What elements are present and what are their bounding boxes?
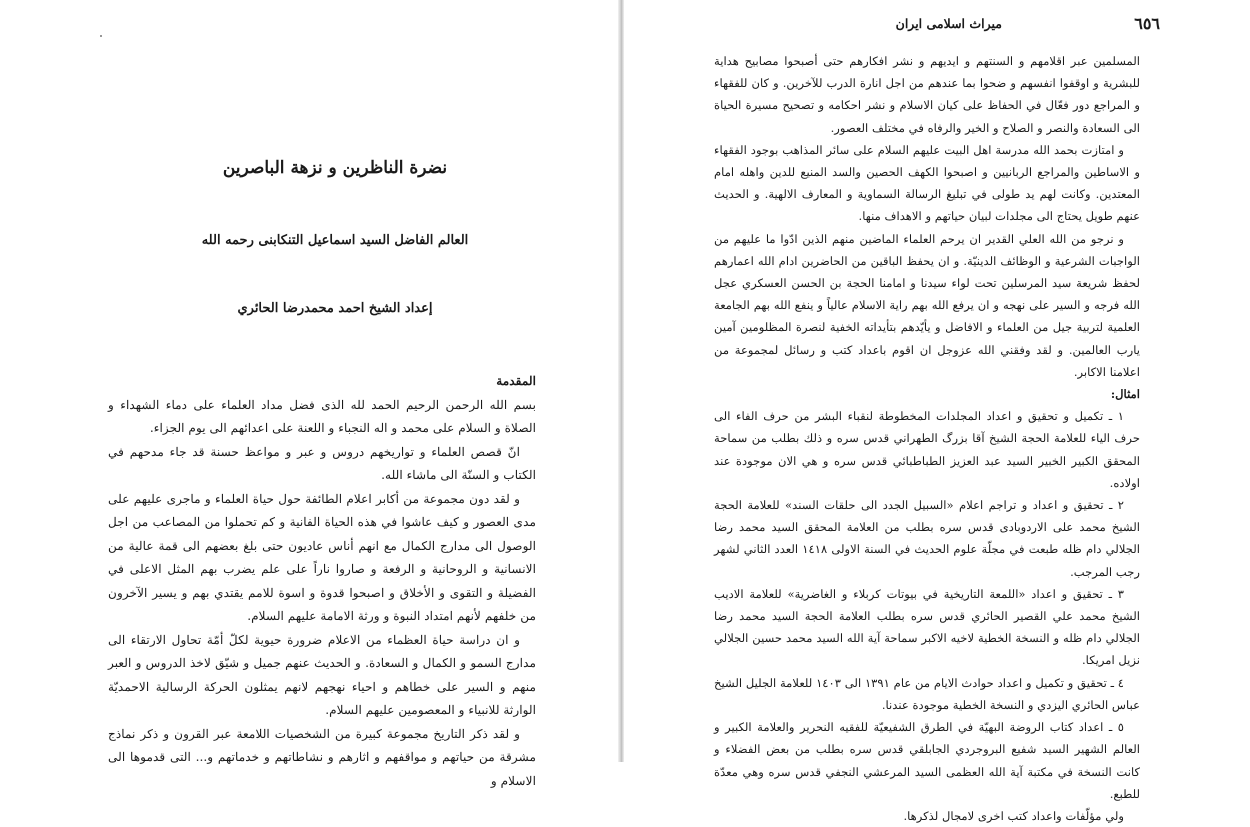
article-title: نضرة الناظرين و نزهة الباصرين <box>222 158 448 178</box>
section-heading: المقدمة <box>496 374 536 388</box>
left-body-text <box>108 370 536 793</box>
paragraph: و لقد دون مجموعة من أكابر اعلام الطائفة حول حياة العلماء و ماجرى عليهم على مدى العصور و كيف عاشوا في هذه الحياة الفانية و كم تحملوا من المصاعب من اجل الوصول الى مدارج الكمال مع انهم أناس عاديون حتى بلغ بعضهم الى قمة عالية من الانسانية و الروحانية و الرفعة و صاروا ناراً على علم يضرب بهم المثل الاعلى في الفضيلة و التقوى و الأخلاق و اصبحوا قدوة و اسوة للامم يقتدي بهم و يسير الآخرون من خلفهم لأنهم امتداد النبوة و ورثة الامامة عليهم السلام. <box>108 491 536 623</box>
paragraph: انّ قصص العلماء و تواريخهم دروس و عبر و مواعظ حسنة قد جاء مدحهم في الكتاب و السنّة الى ماشاء الله. <box>108 444 536 482</box>
list-item: ولي مؤلّفات واعداد كتب اخرى لامجال لذكرها. <box>903 808 1124 823</box>
list-item: ١ ـ تكميل و تحقيق و اعداد المجلدات المخطوطة لنقباء البشر من حرف الفاء الى حرف الياء للعلامة الحجة الشيخ آقا بزرگ الطهراني قدس سره و ذلك بطلب من سماحة المحقق الكبير الخبير السيد عبد العزيز الطباطبائي قدس سره و هي الان موجودة عند اولاده. <box>714 409 1140 490</box>
running-head <box>624 14 1250 40</box>
paragraph: و امتازت بحمد الله مدرسة اهل البيت عليهم السلام على سائر المذاهب بوجود الفقهاء و الاساطين والمراجع الربانيين و اصبحوا الكهف الحصين والسد المنيع للدين واهله امام المعتدين. وكانت لهم يد طولى في تبليغ الرسالة السماوية و المعارف الالهية. و الحديث عنهم طويل يحتاج الى مجلدات لبيان حياتهم و الاهداف منها. <box>714 142 1140 224</box>
paragraph: و نرجو من الله العلي القدير ان يرحم العلماء الماضين منهم الذين ادّوا ما عليهم من الواجبات الشرعية و الوظائف الدينيّة. و ان يحفظ الباقين من الحاضرين ادام الله اعمارهم لحفظ شريعة سيد المرسلين تحت لواء سيدنا و امامنا الحجة بن الحسن العسكري عجل الله فرجه و السير على نهجه و ان يرفع الله بهم راية الاسلام عالياً و ينفع الله بهم الجامعة العلمية لتربية جيل من العلماء و الافاضل و يأيّدهم بتأيداته الخفية لنصرة المظلومين آمين يارب العالمين. و لقد وفقني الله عزوجل ان اقوم باعداد كتب و رسائل لمجموعة من اعلامنا الاكابر. <box>714 231 1140 379</box>
paragraph: و لقد ذكر التاريخ مجموعة كبيرة من الشخصيات اللامعة عبر القرون و ذكر نماذج مشرقة من حياتهم و مواقفهم و اثارهم و نشاطاتهم و خدماتهم و... التى قدموها الى الاسلام و <box>108 726 536 788</box>
right-page <box>624 0 1250 823</box>
paragraph: بسم الله الرحمن الرحيم الحمد لله الذى فضل مداد العلماء على دماء الشهداء و الصلاة و السلام على محمد و اله النجباء و اللعنة على اعدائهم الى يوم الجزاء. <box>108 397 536 435</box>
scan-dot <box>100 35 102 37</box>
journal-title: ميراث اسلامى ايران <box>895 16 1002 31</box>
list-heading: امثال: <box>1110 387 1140 402</box>
list-item: ٣ ـ تحقيق و اعداد «اللمعة التاريخية في بيوتات كربلاء و الغاضرية» للعلامة الاديب الشيخ محمد علي القصير الحائري قدس سره بطلب العلامة الحجة السيد محمد رضا الجلالي دام ظله و النسخة الخطية لاخيه الاكبر سماحة آية الله السيد محمد حسين الجلالي نزيل امريكا. <box>714 586 1140 668</box>
paragraph: و ان دراسة حياة العظماء من الاعلام ضرورة حيوية لكلّ أمّة تحاول الارتقاء الى مدارج السمو و الكمال و السعادة. و الحديث عنهم جميل و شيّق لاخذ الدروس و العبر منهم و السير على خطاهم و احياء نهجهم لانهم يمثلون الحركة الرسالية الاحمديّة الوارثة للانبياء و المعصومين عليهم السلام. <box>108 632 536 717</box>
page-number: ٦٥٦ <box>1134 14 1160 33</box>
left-page <box>0 0 618 788</box>
right-body-text <box>714 50 1140 827</box>
paragraph: المسلمين عبر اقلامهم و السنتهم و ايديهم و نشر افكارهم حتى أصبحوا مصابيح هداية للبشرية و اوقفوا انفسهم و ضحوا بما عندهم من اجل انارة الدرب للآخرين. و كان للفقهاء و المراجع دور فعّال في الحفاظ على كيان الاسلام و نشر احكامه و تصحيح مسيرة الحياة الى السعادة والنصر و الصلاح و الخير والرفاه في مختلف العصور. <box>714 54 1140 135</box>
list-item: ٥ ـ اعداد كتاب الروضة البهيّة في الطرق الشفيعيّة للفقيه النحرير والعلامة الكبير و العالم الشهير السيد شفيع البروجردي الجابلقي قدس سره بطلب من بعض الفضلاء و كانت النسخة في مكتبة آية الله العظمى السيد المرعشي النجفي قدس سره وهي معدّة للطبع. <box>714 720 1140 801</box>
author-line: العالم الفاضل السيد اسماعيل التنكابنى رحمه الله <box>201 233 469 248</box>
list-item: ٢ ـ تحقيق و اعداد و تراجم اعلام «السبيل الجدد الى حلقات السند» للعلامة الحجة الشيخ محمد على الاردوبادى قدس سره بطلب من العلامة المحقق السيد محمد رضا الجلالي دام ظله طبعت في مجلّة علوم الحديث في السنة الاولى ١٤١٨ العدد الثاني لشهر رجب المرجب. <box>714 498 1140 579</box>
preparer-line: إعداد الشيخ احمد محمدرضا الحائري <box>237 301 433 316</box>
list-item: ٤ ـ تحقيق و تكميل و اعداد حوادث الايام من عام ١٣٩١ الى ١٤٠٣ للعلامة الجليل الشيخ عباس الحائري اليزدي و النسخة الخطية موجودة عندنا. <box>714 675 1140 712</box>
